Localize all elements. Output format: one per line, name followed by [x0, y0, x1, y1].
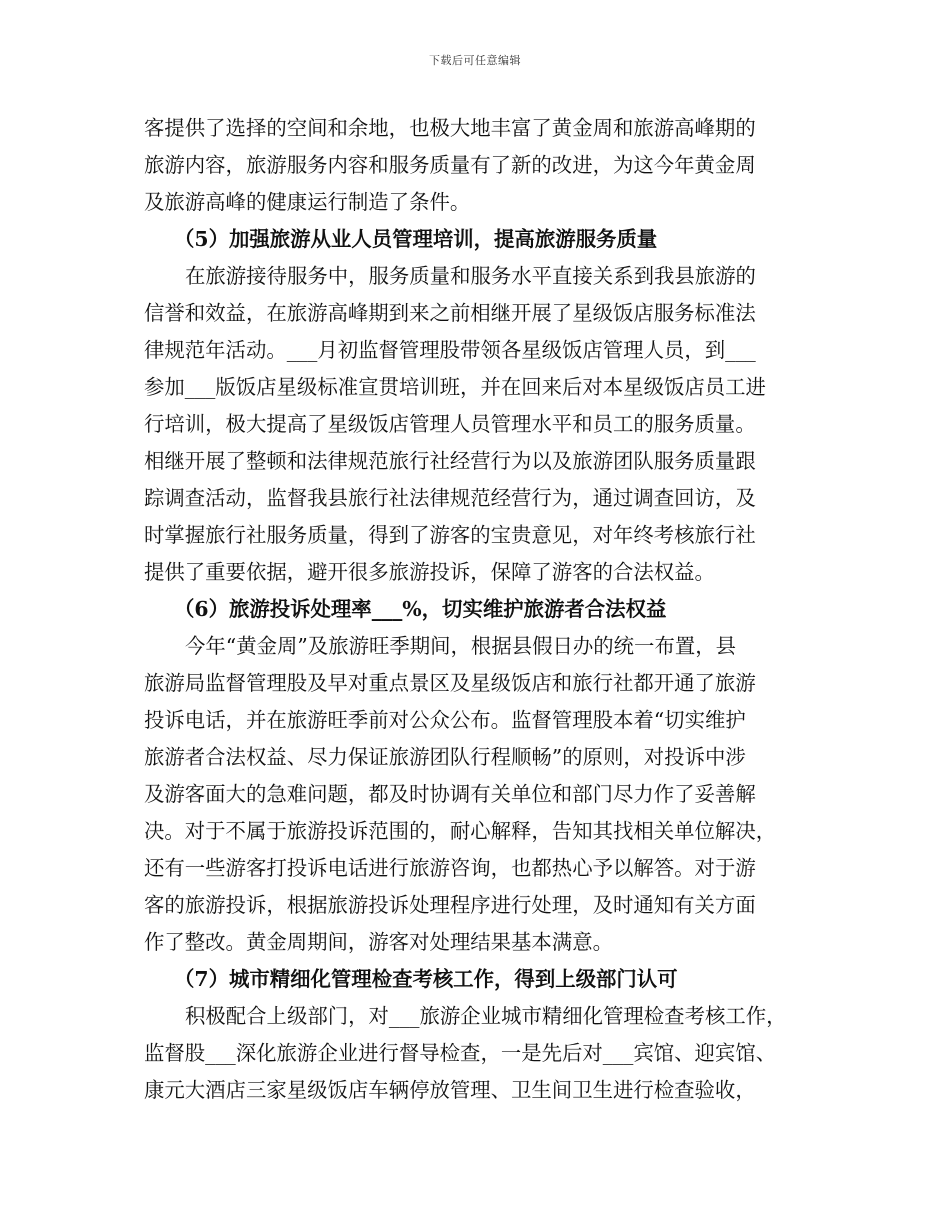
paragraph-line: 律规范年活动。___月初监督管理股带领各星级饭店管理人员，到___ — [144, 338, 756, 362]
paragraph-line: 决。对于不属于旅游投诉范围的，耐心解释，告知其找相关单位解决， — [144, 819, 777, 843]
paragraph-line: 作了整改。黄金周期间，游客对处理结果基本满意。 — [144, 930, 613, 954]
page-header: 下载后可任意编辑 — [429, 54, 521, 67]
paragraph-line: 客的旅游投诉，根据旅游投诉处理程序进行处理，及时通知有关方面 — [144, 893, 756, 917]
section-heading: （5）加强旅游从业人员管理培训，提高旅游服务质量 — [174, 227, 658, 251]
paragraph-line: 今年“黄金周”及旅游旺季期间，根据县假日办的统一布置，县 — [185, 634, 737, 658]
paragraph-line: 踪调查活动，监督我县旅行社法律规范经营行为，通过调查回访，及 — [144, 486, 756, 510]
paragraph-line: 旅游内容，旅游服务内容和服务质量有了新的改进，为这今年黄金周 — [144, 153, 756, 177]
paragraph-line: 及游客面大的急难问题，都及时协调有关单位和部门尽力作了妥善解 — [144, 782, 756, 806]
paragraph-line: 旅游局监督管理股及早对重点景区及星级饭店和旅行社都开通了旅游 — [144, 671, 756, 695]
section-heading: （7）城市精细化管理检查考核工作，得到上级部门认可 — [174, 967, 678, 991]
paragraph-line: 旅游者合法权益、尽力保证旅游团队行程顺畅”的原则，对投诉中涉 — [144, 745, 746, 769]
paragraph-line: 参加___版饭店星级标准宣贯培训班，并在回来后对本星级饭店员工进 — [144, 375, 766, 399]
paragraph-line: 积极配合上级部门，对___旅游企业城市精细化管理检查考核工作， — [185, 1004, 787, 1028]
paragraph-line: 行培训，极大提高了星级饭店管理人员管理水平和员工的服务质量。 — [144, 412, 756, 436]
paragraph-line: 监督股___深化旅游企业进行督导检查，一是先后对___宾馆、迎宾馆、 — [144, 1041, 777, 1065]
paragraph-line: 投诉电话，并在旅游旺季前对公众公布。监督管理股本着“切实维护 — [144, 708, 746, 732]
paragraph-line: 客提供了选择的空间和余地，也极大地丰富了黄金周和旅游高峰期的 — [144, 116, 756, 140]
paragraph-line: 相继开展了整顿和法律规范旅行社经营行为以及旅游团队服务质量跟 — [144, 449, 756, 473]
paragraph-line: 及旅游高峰的健康运行制造了条件。 — [144, 190, 471, 214]
paragraph-line: 提供了重要依据，避开很多旅游投诉，保障了游客的合法权益。 — [144, 560, 715, 584]
paragraph-line: 还有一些游客打投诉电话进行旅游咨询，也都热心予以解答。对于游 — [144, 856, 756, 880]
paragraph-line: 康元大酒店三家星级饭店车辆停放管理、卫生间卫生进行检查验收， — [144, 1078, 756, 1102]
paragraph-line: 时掌握旅行社服务质量，得到了游客的宝贵意见，对年终考核旅行社 — [144, 523, 756, 547]
paragraph-line: 信誉和效益，在旅游高峰期到来之前相继开展了星级饭店服务标准法 — [144, 301, 756, 325]
paragraph-line: 在旅游接待服务中，服务质量和服务水平直接关系到我县旅游的 — [185, 264, 756, 288]
section-heading: （6）旅游投诉处理率___%，切实维护旅游者合法权益 — [174, 597, 667, 621]
document-body — [144, 110, 810, 1109]
